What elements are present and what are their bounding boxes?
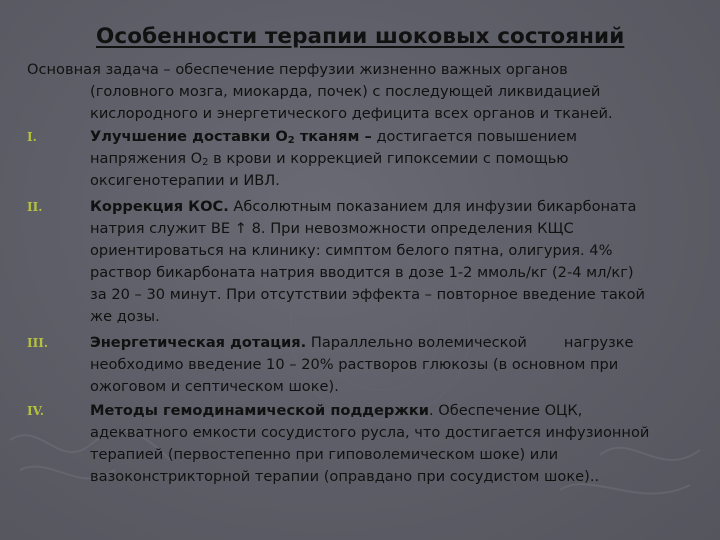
item-3-line-2: необходимо введение 10 – 20% растворов глюкозы (в основном при — [90, 356, 619, 373]
item-1-line-1: Улучшение доставки $О_2$ тканям – достигается повышением — [90, 128, 577, 146]
item-2-heading: Коррекция КОС. — [90, 198, 229, 215]
list-marker-4: IV. — [27, 404, 45, 418]
item-2-line-1: Коррекция КОС. Абсолютным показанием для инфузии бикарбоната — [90, 198, 637, 215]
intro-line-2: (головного мозга, миокарда, почек) с последующей ликвидацией — [90, 83, 601, 100]
item-4-line-4: вазоконстрикторной терапии (оправдано при сосудистом шоке).. — [90, 468, 600, 485]
item-4-line-1: Методы гемодинамической поддержки. Обеспечение ОЦК, — [90, 402, 583, 419]
list-marker-3: III. — [27, 336, 49, 350]
item-1-line-2: напряжения $О_2$ в крови и коррекцией гипоксемии с помощью — [90, 150, 569, 168]
item-2-line-6: же дозы. — [90, 308, 160, 325]
intro-line-3: кислородного и энергетического дефицита всех органов и тканей. — [90, 105, 613, 122]
item-2-line-4: раствор бикарбоната натрия вводится в дозе 1-2 ммоль/кг (2-4 мл/кг) — [90, 264, 634, 281]
item-4-heading: Методы гемодинамической поддержки — [90, 402, 430, 419]
item-1-heading: Улучшение доставки $О_2$ тканям – — [90, 128, 372, 146]
list-marker-2: II. — [27, 200, 43, 214]
item-3-line-3: ожоговом и септическом шоке). — [90, 378, 339, 395]
intro-line-1: Основная задача – обеспечение перфузии жизненно важных органов — [27, 61, 568, 78]
list-marker-1: I. — [27, 130, 37, 144]
page-title: Особенности терапии шоковых состояний — [96, 24, 625, 49]
item-1-line-3: оксигенотерапии и ИВЛ. — [90, 172, 280, 189]
item-4-line-3: терапией (первостепенно при гиповолемическом шоке) или — [90, 446, 559, 463]
item-2-line-5: за 20 – 30 минут. При отсутствии эффекта – повторное введение такой — [90, 286, 646, 303]
item-2-line-2: натрия служит ВЕ ↑ 8. При невозможности определения КЩС — [90, 220, 574, 237]
item-4-line-2: адекватного емкости сосудистого русла, что достигается инфузионной — [90, 424, 650, 441]
item-3-heading: Энергетическая дотация. — [90, 334, 307, 351]
item-3-line-1: Энергетическая дотация. Параллельно волемической нагрузке — [90, 334, 634, 351]
item-2-line-3: ориентироваться на клинику: симптом белого пятна, олигурия. 4% — [90, 242, 613, 259]
